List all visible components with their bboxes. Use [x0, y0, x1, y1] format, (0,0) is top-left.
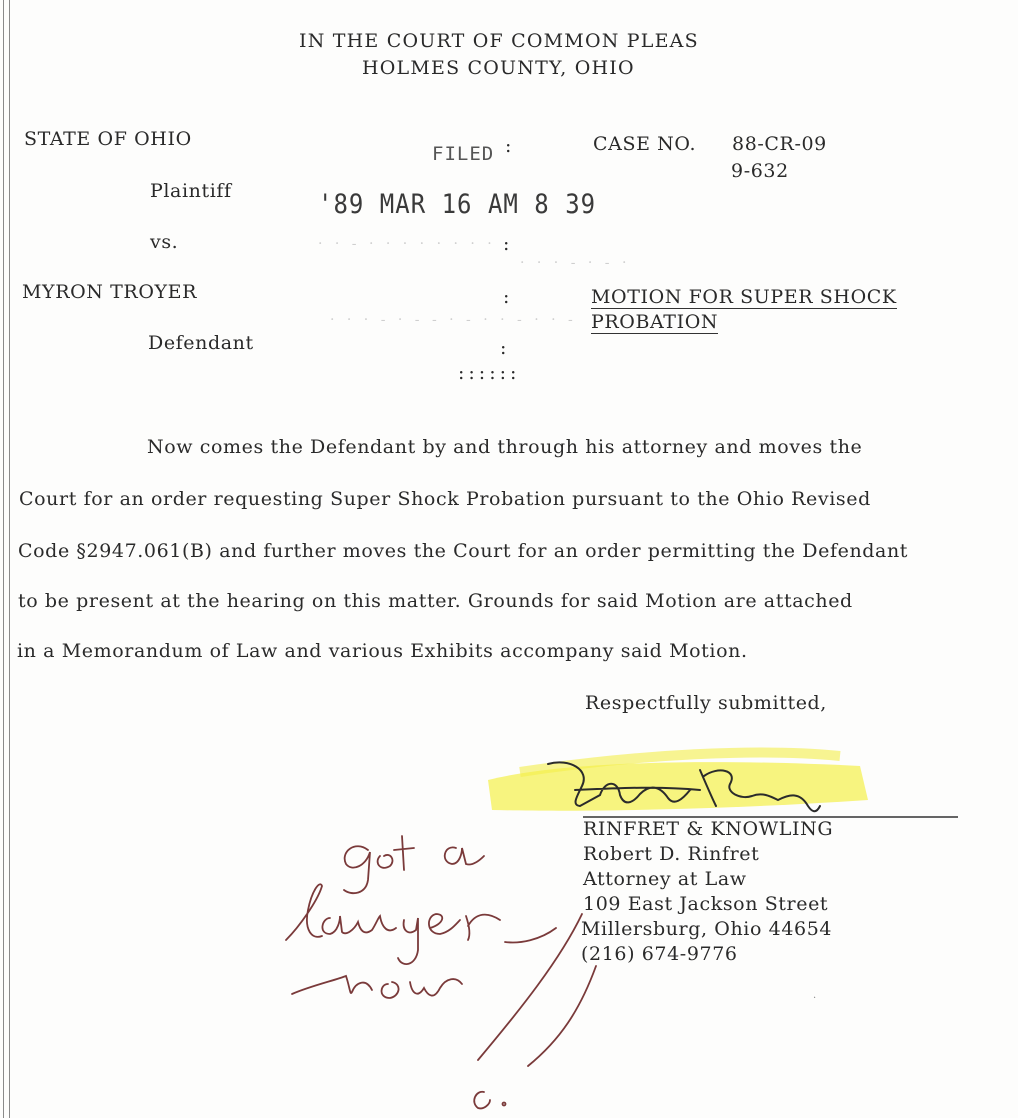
street-address: 109 East Jackson Street [583, 893, 829, 915]
body-line: Court for an order requesting Super Shock Probation pursuant to the Ohio Revised [19, 488, 871, 510]
body-line: in a Memorandum of Law and various Exhibits accompany said Motion. [17, 640, 748, 662]
phone-number: (216) 674-9776 [581, 943, 738, 965]
case-number-line2: 9-632 [731, 160, 789, 182]
body-line: Code §2947.061(B) and further moves the Court for an order permitting the Defendant [18, 540, 909, 562]
court-name: IN THE COURT OF COMMON PLEAS [299, 30, 699, 52]
filed-colon: : [505, 135, 512, 157]
case-number-label: CASE NO. [593, 133, 697, 155]
defendant-role: Defendant [148, 332, 254, 354]
city-address: Millersburg, Ohio 44654 [581, 918, 833, 940]
attorney-name: Robert D. Rinfret [583, 843, 760, 865]
versus-label: vs. [150, 231, 179, 253]
scan-speck: . [813, 990, 817, 1001]
plaintiff-role: Plaintiff [150, 180, 232, 202]
defendant-name: MYRON TROYER [22, 281, 198, 303]
filed-date-stamp: '89 MAR 16 AM 8 39 [318, 188, 597, 220]
faded-text: · · - · · · · · · · · [318, 236, 496, 252]
caption-colon-row: :::::: [458, 362, 521, 384]
body-line: to be present at the hearing on this matter. Grounds for said Motion are attached [18, 590, 853, 612]
caption-colon: : [503, 286, 510, 308]
filed-label: FILED [432, 143, 495, 165]
faded-text: · · · - · - - · - · · - · · - [330, 312, 577, 328]
case-number-line1: 88-CR-09 [732, 133, 827, 155]
motion-title-line2: PROBATION [591, 311, 719, 333]
closing-text: Respectfully submitted, [585, 692, 827, 714]
firm-name: RINFRET & KNOWLING [583, 818, 834, 840]
attorney-title: Attorney at Law [583, 868, 747, 890]
faded-text: · · · - · - · [520, 255, 631, 271]
body-line: Now comes the Defendant by and through his attorney and moves the [147, 436, 863, 458]
court-county: HOLMES COUNTY, OHIO [362, 57, 635, 79]
caption-colon: : [500, 337, 507, 359]
plaintiff-name: STATE OF OHIO [24, 128, 192, 150]
caption-colon: : [503, 233, 510, 255]
motion-title-line1: MOTION FOR SUPER SHOCK [591, 286, 897, 308]
